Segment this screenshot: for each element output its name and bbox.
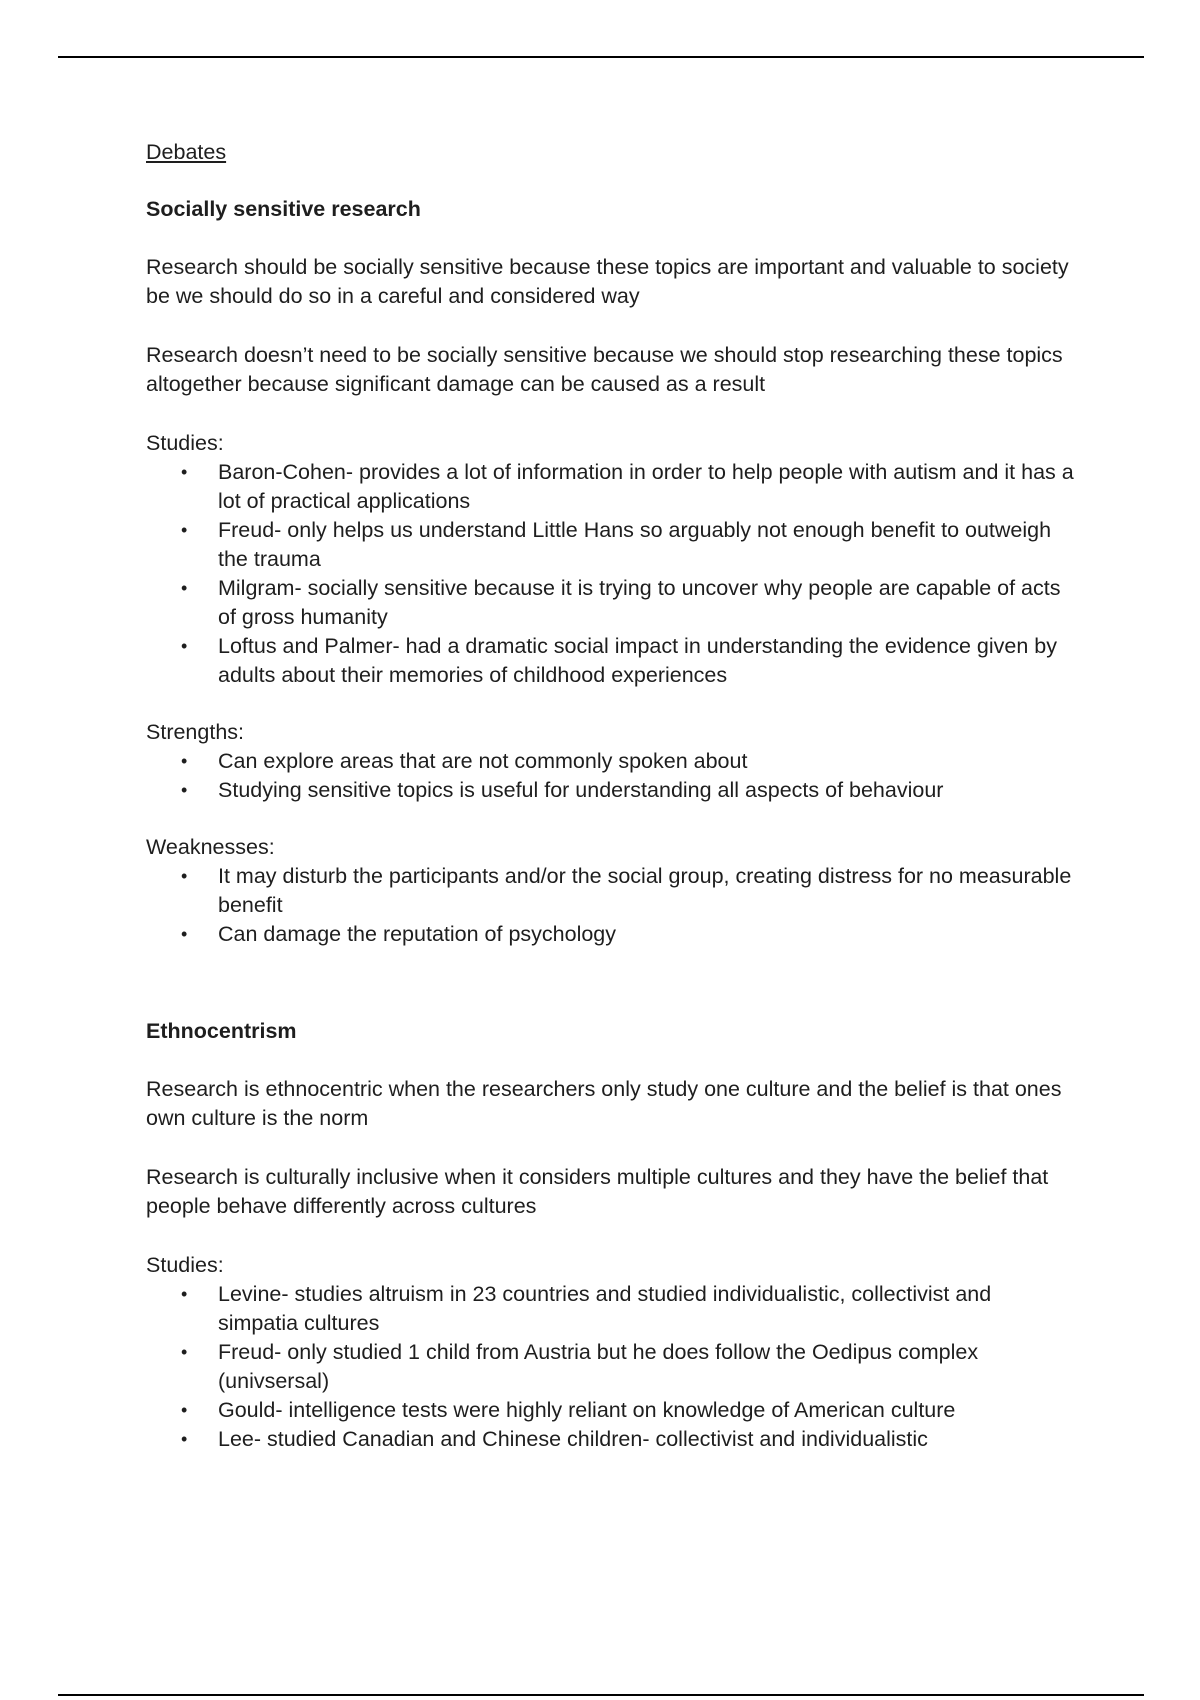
- weaknesses-list: [146, 862, 1076, 949]
- section-heading-ethnocentrism: Ethnocentrism: [146, 1019, 297, 1043]
- studies-list: [146, 458, 1076, 690]
- spacer: [146, 977, 1076, 1017]
- list-item: • Can explore areas that are not commonly spoken about: [218, 747, 1076, 776]
- list-item: • Baron-Cohen- provides a lot of information in order to help people with autism and it has a lot of practical applications: [181, 460, 1074, 513]
- bullet-icon: •: [181, 520, 188, 540]
- bullet-icon: •: [181, 751, 188, 771]
- paragraph: Research should be socially sensitive because these topics are important and valuable to society be we should do so in a careful and considered way: [146, 255, 1069, 308]
- list-item: • Levine- studies altruism in 23 countries and studied individualistic, collectivist and simpatia cultures: [181, 1282, 992, 1335]
- bullet-icon: •: [181, 866, 188, 886]
- bullet-icon: •: [181, 1429, 188, 1449]
- list-item: • Studying sensitive topics is useful for understanding all aspects of behaviour: [218, 776, 1076, 805]
- bullet-icon: •: [181, 1400, 188, 1420]
- list-item: • Milgram- socially sensitive because it is trying to uncover why people are capable of acts of gross humanity: [181, 576, 1061, 629]
- paragraph: Research is culturally inclusive when it considers multiple cultures and they have the belief that people behave differently across cultures: [146, 1165, 1049, 1218]
- weaknesses-label: Weaknesses:: [146, 835, 275, 859]
- list-item: • Loftus and Palmer- had a dramatic social impact in understanding the evidence given by adults about their memories of childhood experiences: [181, 634, 1057, 687]
- list-item: • Freud- only studied 1 child from Austria but he does follow the Oedipus complex (univsersal): [181, 1340, 979, 1393]
- paragraph: Research is ethnocentric when the researchers only study one culture and the belief is that ones own culture is the norm: [146, 1077, 1062, 1130]
- document-body: [146, 138, 1076, 1482]
- document-title: Debates: [146, 140, 227, 164]
- list-item: • Lee- studied Canadian and Chinese children- collectivist and individualistic: [218, 1425, 1076, 1454]
- strengths-label: Strengths:: [146, 720, 244, 744]
- bullet-icon: •: [181, 924, 188, 944]
- bullet-icon: •: [181, 1342, 188, 1362]
- header-rule: [58, 56, 1144, 58]
- studies-label: Studies:: [146, 431, 224, 455]
- list-item: • Freud- only helps us understand Little Hans so arguably not enough benefit to outweigh the trauma: [181, 518, 1052, 571]
- studies-list: [146, 1280, 1076, 1454]
- strengths-list: [146, 747, 1076, 805]
- bullet-icon: •: [181, 636, 188, 656]
- bullet-icon: •: [181, 578, 188, 598]
- list-item: • Gould- intelligence tests were highly reliant on knowledge of American culture: [218, 1396, 1076, 1425]
- bullet-icon: •: [181, 1284, 188, 1304]
- list-item: • Can damage the reputation of psychology: [218, 920, 1076, 949]
- bullet-icon: •: [181, 780, 188, 800]
- section-heading-socially-sensitive: Socially sensitive research: [146, 197, 421, 221]
- studies-label: Studies:: [146, 1253, 224, 1277]
- bullet-icon: •: [181, 462, 188, 482]
- footer-rule: [58, 1694, 1144, 1696]
- list-item: • It may disturb the participants and/or the social group, creating distress for no measurable benefit: [181, 864, 1072, 917]
- paragraph: Research doesn’t need to be socially sensitive because we should stop researching these topics altogether because significant damage can be caused as a result: [146, 343, 1063, 396]
